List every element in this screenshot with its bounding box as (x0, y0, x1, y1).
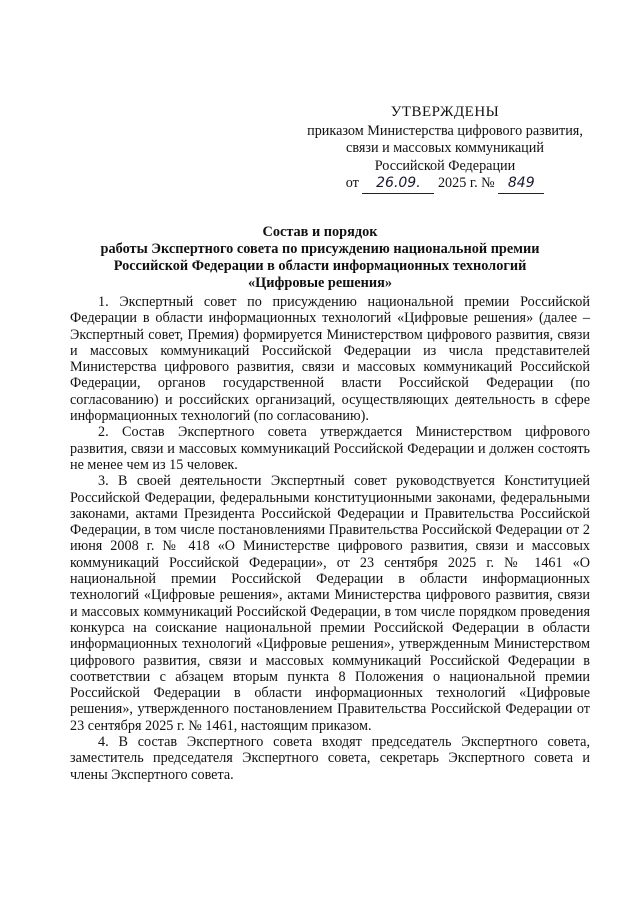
paragraph-3: 3. В своей деятельности Экспертный совет руководствуется Конституцией Российской Федерации, федеральными конституционными законами, федеральными законами, актами Президента Российской Федерации и Правительства Российской Федерации, в том числе постановлениями Правительства Российской Федерации от 2 июня 2008 г. № 418 «О Министерстве цифрового развития, связи и массовых коммуникаций Российской Федерации», от 23 сентября 2025 г. № 1461 «О национальной премии Российской Федерации в области информационных технологий «Цифровые решения», актами Министерства цифрового развития, связи и массовых коммуникаций Российской Федерации, в том числе порядком проведения конкурса на соискание национальной премии Российской Федерации в области информационных технологий «Цифровые решения», утвержденным Министерством цифрового развития, связи и массовых коммуникаций Российской Федерации в соответствии с абзацем вторым пункта 8 Положения о национальной премии Российской Федерации в области информационных технологий «Цифровые решения», утвержденного постановлением Правительства Российской Федерации от 23 сентября 2025 г. № 1461, настоящим приказом. (70, 473, 590, 734)
handwritten-date: 26.09. (362, 175, 434, 194)
approval-line-2: связи и массовых коммуникаций (346, 140, 544, 156)
approval-block (290, 104, 600, 194)
handwritten-number: 849 (498, 175, 544, 194)
title-line-4: «Цифровые решения» (247, 275, 393, 291)
approval-heading: УТВЕРЖДЕНЫ (390, 104, 500, 120)
date-prefix: от (345, 175, 359, 191)
approval-date-line (290, 175, 600, 194)
approval-line-3: Российской Федерации (374, 157, 516, 174)
document-title (60, 224, 580, 292)
paragraph-1: 1. Экспертный совет по присуждению национальной премии Российской Федерации в области информационных технологий «Цифровые решения» (далее – Экспертный совет, Премия) формируется Министерством цифрового развития, связи и массовых коммуникаций Российской Федерации из числа представителей Министерства цифрового развития, связи и массовых коммуникаций Российской Федерации, органов государственной власти Российской Федерации (по согласованию) и российских организаций, осуществляющих деятельность в сфере информационных технологий (по согласованию). (70, 294, 590, 425)
title-line-2: работы Экспертного совета по присуждению национальной премии (100, 241, 540, 257)
approval-year: 2025 г. № (437, 175, 495, 191)
paragraph-4: 4. В состав Экспертного совета входят председатель Экспертного совета, заместитель председателя Экспертного совета, секретарь Экспертного совета и члены Экспертного совета. (70, 734, 590, 783)
document-body (70, 294, 590, 783)
approval-line-1: приказом Министерства цифрового развития, (307, 122, 583, 139)
title-line-3: Российской Федерации в области информационных технологий (113, 258, 527, 274)
title-line-1: Состав и порядок (262, 224, 378, 240)
paragraph-2: 2. Состав Экспертного совета утверждается Министерством цифрового развития, связи и массовых коммуникаций Российской Федерации и должен состоять не менее чем из 15 человек. (70, 424, 590, 473)
